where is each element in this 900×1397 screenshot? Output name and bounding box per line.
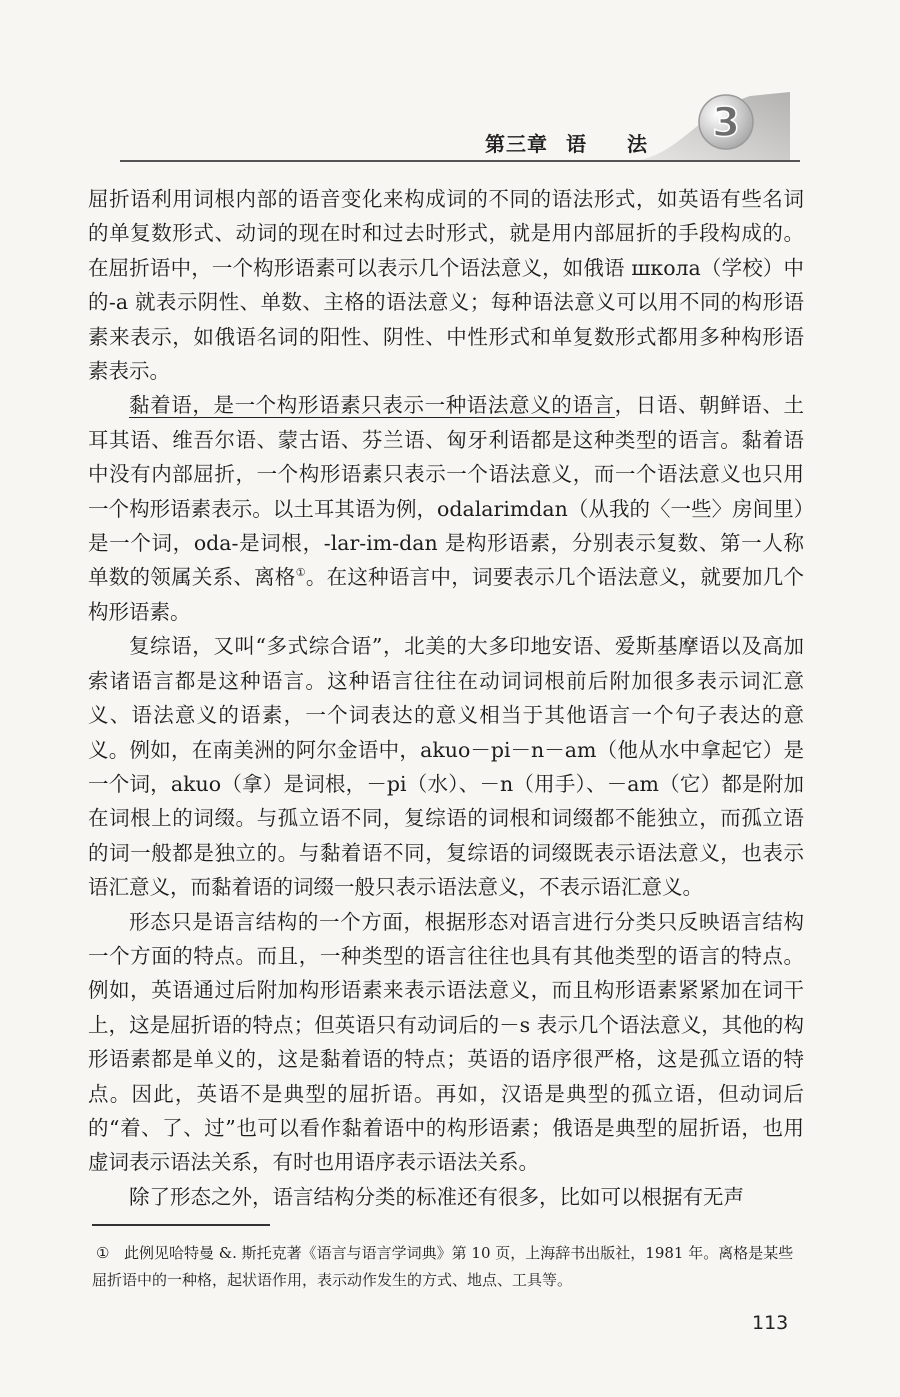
page-header (0, 0, 900, 170)
chapter-number-badge (640, 92, 790, 168)
chapter-title (485, 128, 648, 157)
footnote-marker: ① (96, 1244, 110, 1262)
header-rule (120, 160, 800, 162)
footnote-reference: ① (295, 566, 306, 580)
paragraph-other-criteria: 除了形态之外，语言结构分类的标准还有很多，比如可以根据有无声 (129, 1184, 744, 1209)
page-number: 113 (752, 1312, 789, 1334)
paragraph-inflectional: 屈折语利用词根内部的语音变化来构成词的不同的语法形式，如英语有些名词的单复数形式、动词的现在时和过去时形式，就是用内部屈折的手段构成的。在屈折语中，一个构形语素可以表示几个语法意义，如俄语 школа（学校）中的-a 就表示阴性、单数、主格的语法意义；每种语法意义可以用不同的构形语素来表示，如俄语名词的阳性、阴性、中性形式和单复数形式都用多种构形语素表示。 (88, 187, 804, 384)
paragraph-agglutinative-text: ，日语、朝鲜语、土耳其语、维吾尔语、蒙古语、芬兰语、匈牙利语都是这种类型的语言。黏着语中没有内部屈折，一个构形语素只表示一个语法意义，而一个语法意义也只用一个构形语素表示。以土耳其语为例，odalarimdan（从我的〈一些〉房间里）是一个词，oda-是词根，-lar-im-dan 是构形语素，分别表示复数、第一人称单数的领属关系、离格 (88, 393, 805, 590)
paragraph-agglutinative (88, 388, 804, 629)
chapter-number: 3 (712, 100, 740, 146)
chapter-title-char-1: 语 (566, 132, 587, 156)
paragraph-polysynthetic: 复综语，又叫“多式综合语”，北美的大多印地安语、爱斯基摩语以及高加索诸语言都是这种语言。这种语言往往在动词词根前后附加很多表示词汇意义、语法意义的语素，一个词表达的意义相当于其他语言一个句子表达的意义。例如，在南美洲的阿尔金语中，akuo－pi－n－am（他从水中拿起它）是一个词，akuo（拿）是词根，－pi（水）、－n（用手）、－am（它）都是附加在词根上的词缀。与孤立语不同，复综语的词根和词缀都不能独立，而孤立语的词一般都是独立的。与黏着语不同，复综语的词缀既表示语法意义，也表示语汇意义，而黏着语的词缀一般只表示语法意义，不表示语汇意义。 (88, 634, 804, 900)
chapter-title-char-2: 法 (627, 132, 648, 156)
body-text (88, 182, 804, 1214)
footnote-text: 此例见哈特曼 &. 斯托克著《语言与语言学词典》第 10 页，上海辞书出版社，1981 年。离格是某些屈折语中的一种格，起状语作用，表示动作发生的方式、地点、工具等。 (92, 1244, 794, 1289)
footnote (92, 1240, 804, 1294)
footnote-rule (92, 1224, 270, 1226)
underlined-definition: 黏着语，是一个构形语素只表示一种语法意义的语言 (129, 393, 615, 418)
paragraph-agglutinative-end: 。在这种语言中，词要表示几个语法意义，就要加几个构形语素。 (88, 565, 804, 624)
paragraph-morphology: 形态只是语言结构的一个方面，根据形态对语言进行分类只反映语言结构一个方面的特点。而且，一种类型的语言往往也具有其他类型的语言的特点。例如，英语通过后附加构形语素来表示语法意义，而且构形语素紧紧加在词干上，这是屈折语的特点；但英语只有动词后的－s 表示几个语法意义，其他的构形语素都是单义的，这是黏着语的特点；英语的语序很严格，这是孤立语的特点。因此，英语不是典型的屈折语。再如，汉语是典型的孤立语，但动词后的“着、了、过”也可以看作黏着语中的构形语素；俄语是典型的屈折语，也用虚词表示语法关系，有时也用语序表示语法关系。 (88, 909, 804, 1175)
chapter-label: 第三章 (485, 132, 548, 156)
